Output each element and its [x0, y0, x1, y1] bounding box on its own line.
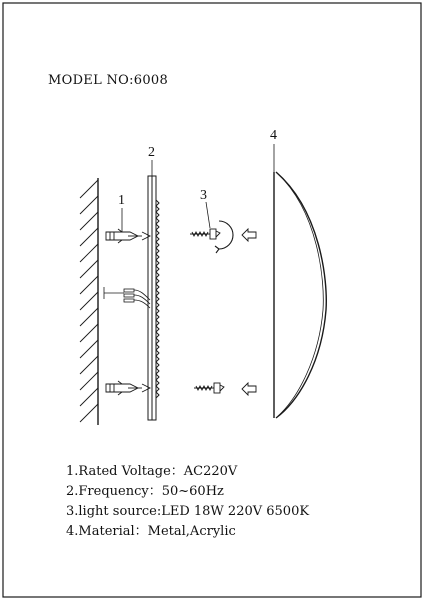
acrylic-cover: [274, 172, 326, 418]
spec-material: 4.Material：Metal,Acrylic: [66, 524, 236, 539]
screw-bottom: [194, 383, 224, 393]
push-arrow-top-icon: [242, 229, 256, 241]
spec-light-source: 3.light source:LED 18W 220V 6500K: [66, 504, 310, 519]
callout-2: 2: [148, 145, 155, 160]
specification-list: [66, 462, 309, 542]
leader-3: [206, 202, 210, 228]
callout-3: 3: [200, 188, 207, 203]
model-number: MODEL NO:6008: [48, 73, 169, 88]
callout-1: 1: [118, 193, 125, 208]
wall-anchor-bottom: [106, 381, 150, 395]
spec-rated-voltage: 1.Rated Voltage：AC220V: [66, 464, 238, 479]
power-wires: [104, 287, 150, 308]
rotation-arrow-icon: [215, 221, 233, 253]
mounting-plate: [148, 176, 159, 420]
push-arrow-bottom-icon: [242, 383, 256, 395]
spec-frequency: 2.Frequency：50~60Hz: [66, 484, 224, 499]
screw-top: [190, 229, 220, 239]
wall-anchor-top: [106, 229, 150, 243]
wall: [80, 178, 98, 425]
callout-4: 4: [270, 128, 277, 143]
